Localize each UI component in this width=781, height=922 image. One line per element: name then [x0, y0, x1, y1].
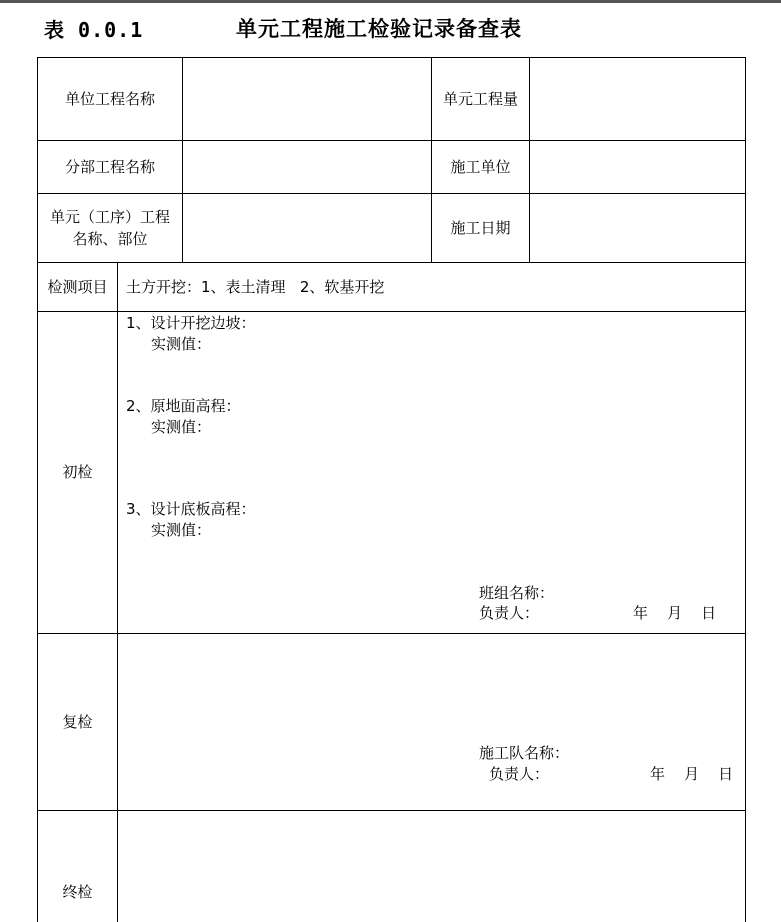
unit-name-field[interactable] — [183, 194, 431, 262]
inspection-item-label: 检测项目 — [47, 278, 108, 296]
review-team-label: 施工队名称： — [479, 744, 570, 762]
contractor-label: 施工单位 — [450, 158, 511, 176]
final-inspection-label: 终检 — [62, 883, 93, 901]
division-name-field[interactable] — [183, 141, 431, 193]
unit-quantity-field[interactable] — [530, 58, 745, 140]
initial-item-1: 1、设计开挖边坡： — [126, 314, 256, 332]
initial-item-3-measured: 实测值： — [151, 521, 212, 539]
division-name-label: 分部工程名称 — [64, 158, 155, 176]
table-number: 表 0.0.1 — [44, 18, 144, 42]
top-border — [0, 0, 781, 3]
unit-project-name-field[interactable] — [183, 58, 431, 140]
page-title: 单元工程施工检验记录备查表 — [236, 16, 522, 41]
initial-team-label: 班组名称： — [479, 584, 555, 602]
review-person-label: 负责人： — [489, 765, 550, 783]
construction-date-field[interactable] — [530, 194, 745, 262]
initial-item-1-measured: 实测值： — [151, 335, 212, 353]
inspection-item-value: 土方开挖：1、表土清理 2、软基开挖 — [126, 278, 385, 296]
initial-item-2-measured: 实测值： — [151, 418, 212, 436]
unit-name-label-line1: 单元（工序）工程 — [49, 208, 170, 226]
construction-date-label: 施工日期 — [450, 219, 511, 237]
unit-name-label-line2: 名称、部位 — [72, 230, 148, 248]
review-inspection-label: 复检 — [62, 713, 93, 731]
unit-quantity-label: 单元工程量 — [442, 90, 518, 108]
initial-inspection-label: 初检 — [62, 463, 93, 481]
unit-project-name-label: 单位工程名称 — [64, 90, 155, 108]
initial-person-label: 负责人： — [479, 604, 540, 622]
review-date: 年 月 日 — [650, 765, 734, 783]
initial-item-2: 2、原地面高程： — [126, 397, 241, 415]
contractor-field[interactable] — [530, 141, 745, 193]
initial-date: 年 月 日 — [633, 604, 717, 622]
initial-item-3: 3、设计底板高程： — [126, 500, 256, 518]
